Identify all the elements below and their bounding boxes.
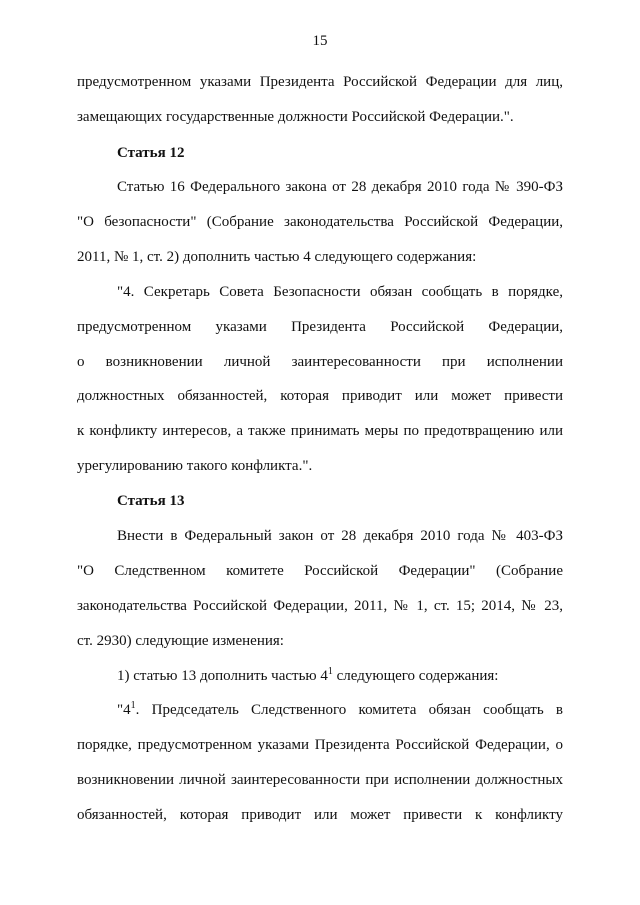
text-line: предусмотренном указами Президента Российской Федерации для лиц, (77, 74, 563, 90)
text-line: "4. Секретарь Совета Безопасности обязан сообщать в порядке, (117, 284, 563, 300)
text-line: порядке, предусмотренном указами Президента Российской Федерации, о (77, 737, 563, 753)
text-fragment: следующего содержания: (332, 668, 499, 684)
article-12-heading: Статья 12 (117, 145, 185, 161)
text-fragment: 1) статью 13 дополнить частью 4 (117, 668, 328, 684)
text-line: Статью 16 Федерального закона от 28 декабря 2010 года № 390-ФЗ (117, 179, 563, 195)
text-line: Внести в Федеральный закон от 28 декабря 2010 года № 403-ФЗ (117, 528, 563, 544)
text-line: предусмотренном указами Президента Российской Федерации, (77, 319, 563, 335)
text-line (117, 700, 563, 720)
superscript: 1 (327, 666, 333, 677)
text-line: "О Следственном комитете Российской Федерации" (Собрание (77, 563, 563, 579)
text-line: 2011, № 1, ст. 2) дополнить частью 4 следующего содержания: (77, 249, 477, 265)
text-line: замещающих государственные должности Российской Федерации.". (77, 109, 514, 125)
article-13-heading: Статья 13 (117, 493, 185, 509)
text-line (117, 666, 563, 686)
text-line: ст. 2930) следующие изменения: (77, 633, 284, 649)
text-line: законодательства Российской Федерации, 2011, № 1, ст. 15; 2014, № 23, (77, 598, 563, 614)
text-line: должностных обязанностей, которая приводит или может привести (77, 388, 563, 404)
superscript: 1 (130, 700, 136, 711)
text-fragment: . Председатель Следственного комитета обязан сообщать в (135, 702, 563, 718)
text-line: "О безопасности" (Собрание законодательства Российской Федерации, (77, 214, 563, 230)
text-fragment: "4 (117, 702, 131, 718)
text-line: возникновении личной заинтересованности при исполнении должностных (77, 772, 563, 788)
page-number: 15 (312, 33, 328, 49)
text-line: обязанностей, которая приводит или может привести к конфликту (77, 807, 563, 823)
text-line: о возникновении личной заинтересованности при исполнении (77, 354, 563, 370)
text-line: к конфликту интересов, а также принимать меры по предотвращению или (77, 423, 563, 439)
text-line: урегулированию такого конфликта.". (77, 458, 313, 474)
